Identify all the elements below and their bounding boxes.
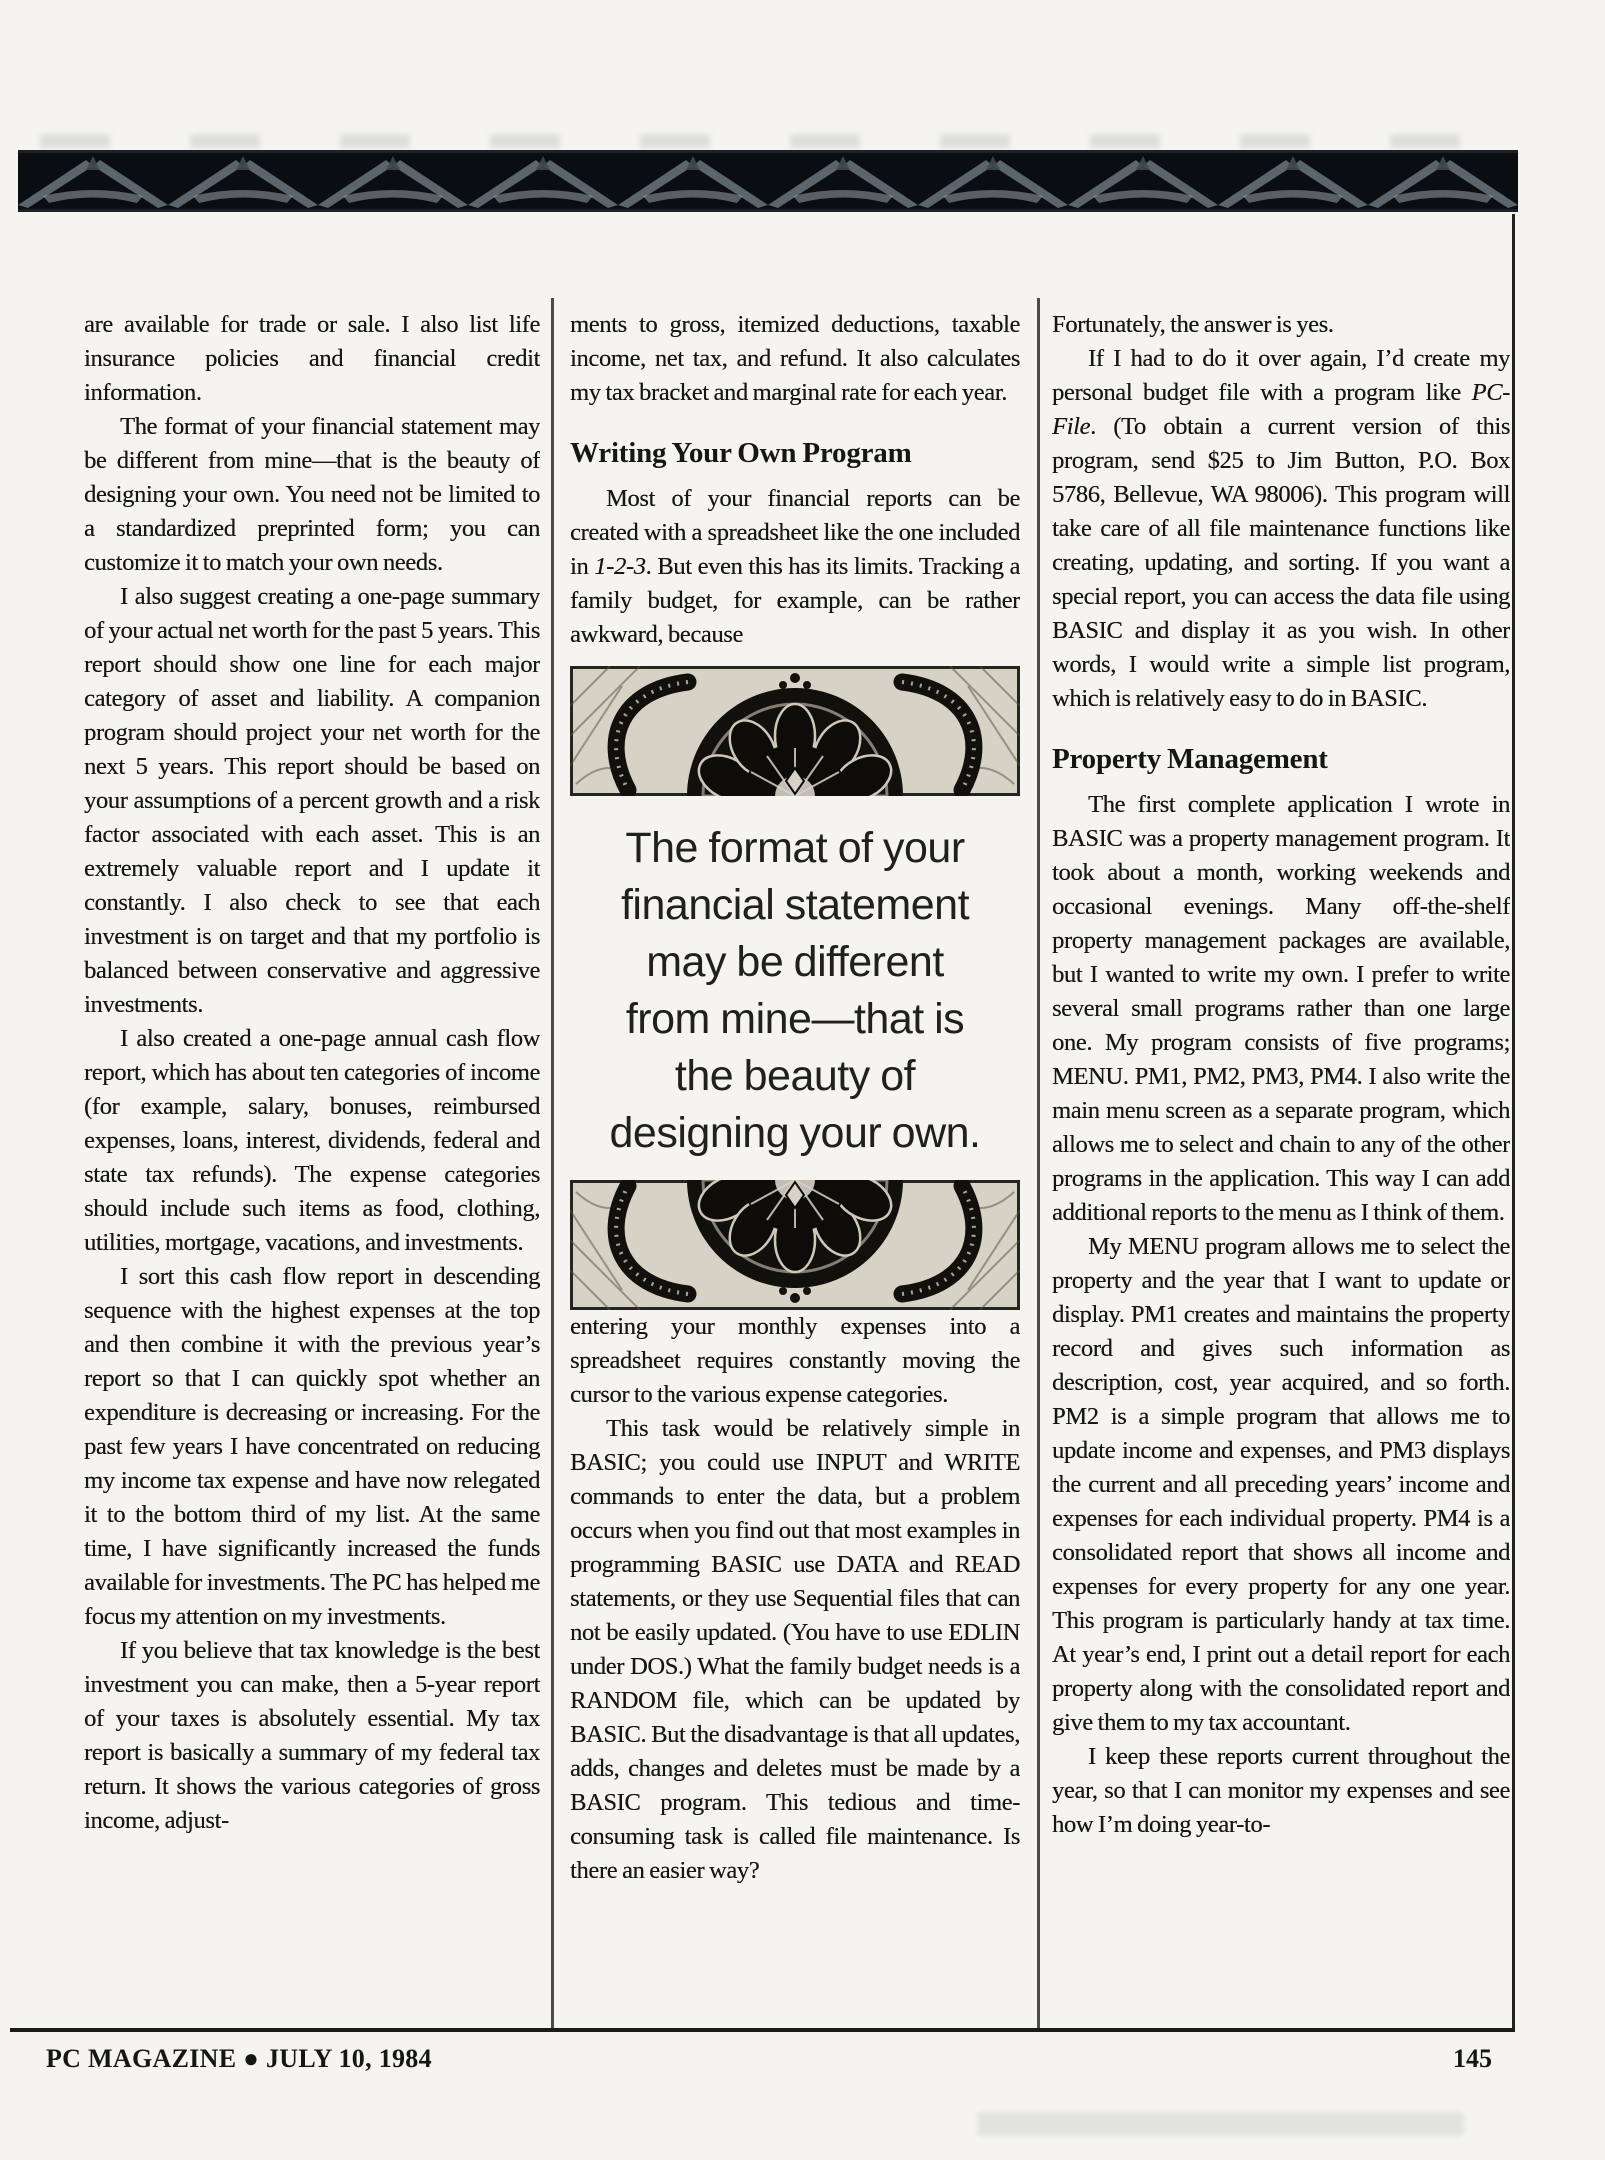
pull-quote-line: the beauty of (674, 1052, 916, 1100)
footer-rule (10, 2028, 1515, 2032)
article-column-3 (1052, 308, 1510, 2036)
article-column-2 (570, 308, 1020, 2036)
chevron-pattern-icon (18, 150, 1518, 212)
body-paragraph: If I had to do it over again, I’d create my personal budget file with a program like PC-File. (To obtain a current version of this program, send $25 to Jim Button, P.O. Box 5786, Bellevue, WA 98006). This program will take care of all file maintenance functions like creating, updating, and sorting. If you want a special report, you can access the data file using BASIC and display it as you wish. In other words, I would write a simple list program, which is relatively easy to do in BASIC. (1052, 345, 1510, 712)
body-paragraph: This task would be relatively simple in BASIC; you could use INPUT and WRITE commands to enter the data, but a problem occurs when you find out that most examples in programming BASIC use DATA and READ statements, or they use Sequential files that can not be easily updated. (You have to use EDLIN under DOS.) What the family budget needs is a RANDOM file, which can be updated by BASIC. But the disadvantage is that all updates, adds, changes and deletes must be made by a BASIC program. This tedious and time-consuming task is called file maintenance. Is there an easier way? (570, 1415, 1020, 1884)
page-number: 145 (1453, 2044, 1492, 2073)
pull-quote-line: The format of your (625, 824, 965, 872)
pull-quote-line: designing your own. (609, 1109, 981, 1157)
magazine-footer: PC MAGAZINE ● JULY 10, 1984 (46, 2044, 432, 2073)
body-paragraph: The format of your financial statement may be different from mine—that is the beauty of designing your own. You need not be limited to a standardized preprinted form; you can customize it to match your own needs. (84, 413, 540, 576)
body-paragraph: The first complete application I wrote in BASIC was a property management program. It took about a month, working weekends and occasional evenings. Many off-the-shelf property management packages are available, but I wanted to write my own. I prefer to write several small programs rather than one large one. My program consists of five programs; MENU. PM1, PM2, PM3, PM4. I also write the main menu screen as a separate program, which allows me to select and chain to any of the other programs in the application. This way I can add additional reports to the menu as I think of them. (1052, 791, 1510, 1226)
body-paragraph: I sort this cash flow report in descending sequence with the highest expenses at the top and then combine it with the previous year’s report so that I can quickly spot whether an expenditure is decreasing or increasing. For the past few years I have concentrated on reducing my income tax expense and have now relegated it to the bottom third of my list. At the same time, I have significantly increased the funds available for investments. The PC has helped me focus my attention on my investments. (84, 1263, 540, 1630)
body-paragraph: entering your monthly expenses into a spreadsheet requires constantly moving the cursor to the various expense categories. (570, 1313, 1020, 1408)
column-divider (551, 298, 554, 2028)
body-paragraph: My MENU program allows me to select the property and the year that I want to update or display. PM1 creates and maintains the property record and gives such information as description, cost, year acquired, and so forth. PM2 is a simple program that allows me to update income and expenses, and PM3 displays the current and all preceding years’ income and expenses for each individual property. PM4 is a consolidated report that shows all income and expenses for every property for any one year. This program is particularly handy at tax time. At year’s end, I print out a detail report for each property along with the consolidated report and give them to my tax accountant. (1052, 1233, 1510, 1736)
body-paragraph: are available for trade or sale. I also list life insurance policies and financial credit information. (84, 311, 540, 406)
floral-ornament (570, 666, 1020, 796)
body-paragraph: I also suggest creating a one-page summary of your actual net worth for the past 5 years. This report should show one line for each major category of asset and liability. A companion program should project your net worth for the next 5 years. This report should be based on your assumptions of a percent growth and a risk factor associated with each asset. This is an extremely valuable report and I update it constantly. I also check to see that each investment is on target and that my portfolio is balanced between conservative and aggressive investments. (84, 583, 540, 1018)
pull-quote-line: financial statement (620, 881, 970, 929)
section-heading: Writing Your Own Program (570, 437, 912, 469)
body-paragraph: Most of your financial reports can be created with a spreadsheet like the one included in 1-2-3. But even this has its limits. Tracking a family budget, for example, can be rather awkward, because (570, 485, 1020, 648)
body-paragraph: I also created a one-page annual cash flow report, which has about ten categories of income (for example, salary, bonuses, reimbursed expenses, loans, interest, dividends, federal and state tax refunds). The expense categories should include such items as food, clothing, utilities, mortgage, vacations, and investments. (84, 1025, 540, 1256)
body-paragraph: ments to gross, itemized deductions, taxable income, net tax, and refund. It also calculates my tax bracket and marginal rate for each year. (570, 311, 1020, 406)
body-paragraph: Fortunately, the answer is yes. (1052, 311, 1334, 338)
pull-quote-line: may be different (646, 938, 944, 986)
article-column-1 (84, 308, 540, 2036)
scan-watermark-smudge (978, 2112, 1464, 2136)
scan-smudge (40, 134, 1470, 148)
header-ornament-band (18, 150, 1518, 212)
section-heading: Property Management (1052, 743, 1328, 775)
column-divider (1037, 298, 1040, 2028)
pull-quote (570, 820, 1020, 1162)
body-paragraph: If you believe that tax knowledge is the best investment you can make, then a 5-year report of your taxes is absolutely essential. My tax report is basically a summary of my federal tax return. It shows the various categories of gross income, adjust- (84, 1637, 540, 1834)
floral-ornament (570, 1180, 1020, 1310)
page-right-border (1512, 214, 1515, 2032)
body-paragraph: I keep these reports current throughout the year, so that I can monitor my expenses and see how I’m doing year-to- (1052, 1743, 1510, 1838)
pull-quote-line: from mine—that is (625, 995, 965, 1043)
